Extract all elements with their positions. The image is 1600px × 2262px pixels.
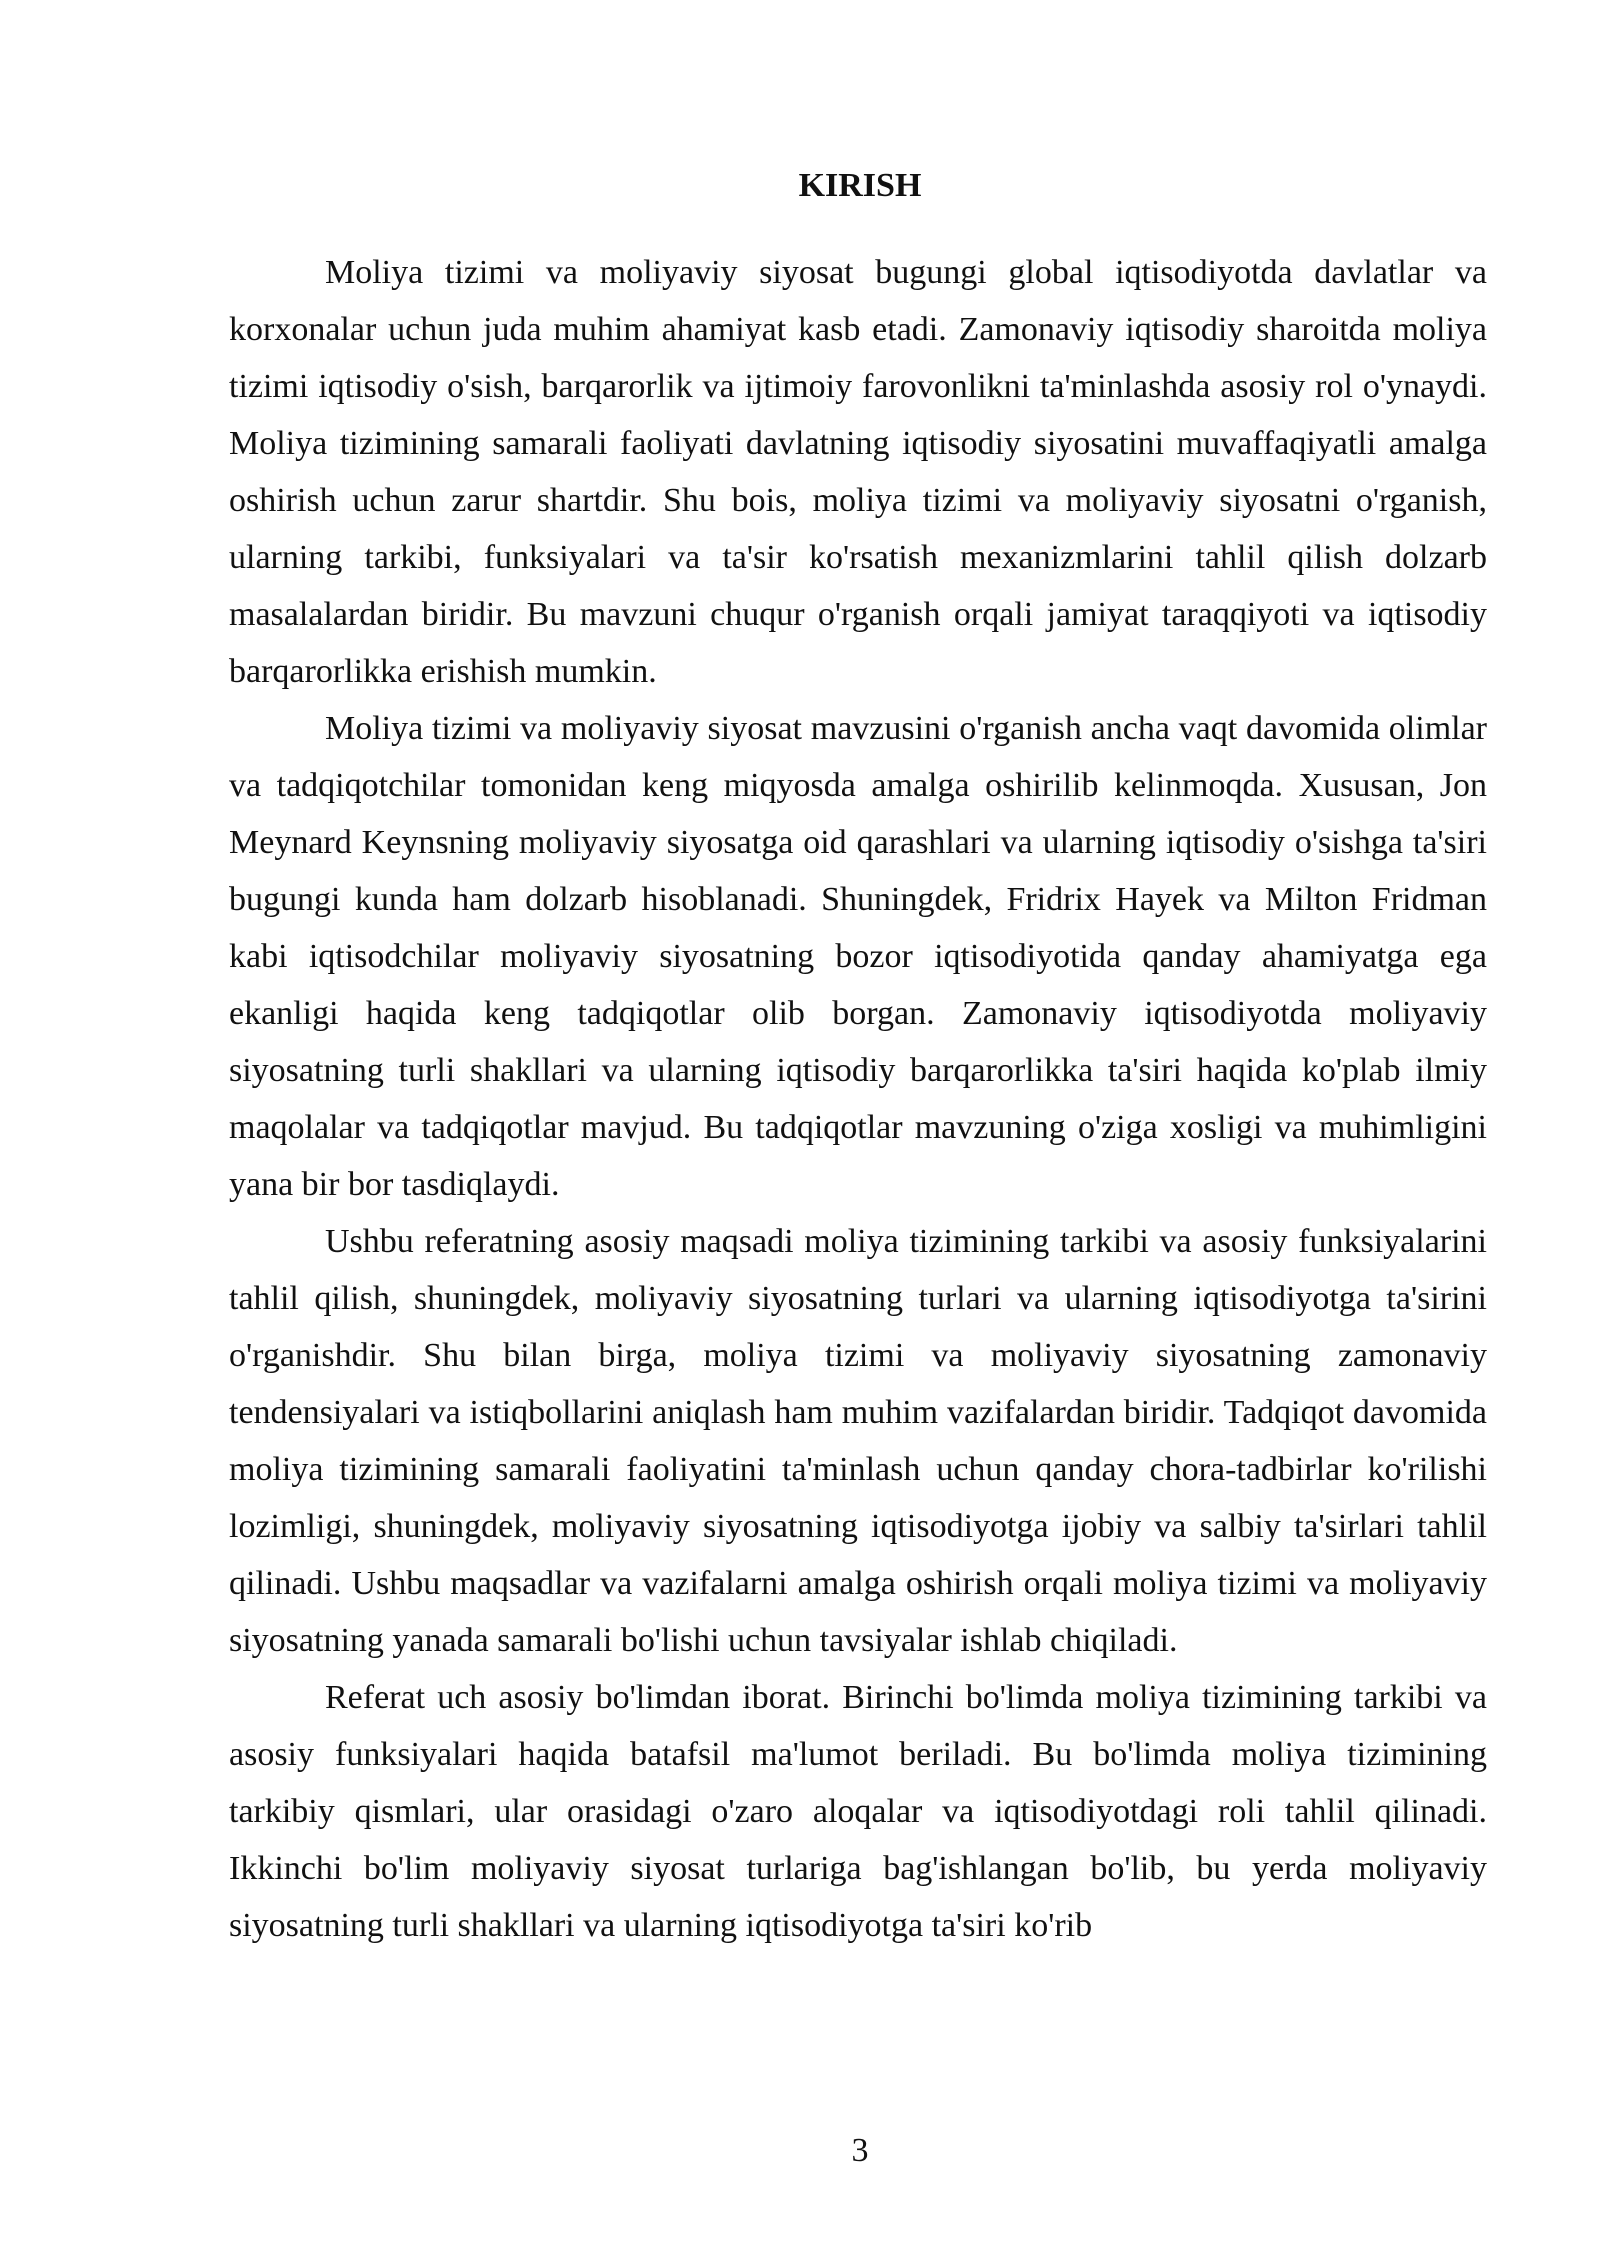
section-heading: KIRISH <box>798 167 922 204</box>
document-body <box>229 244 1487 1954</box>
paragraph: Referat uch asosiy bo'limdan iborat. Birinchi bo'limda moliya tizimining tarkibi va asosiy funksiyalari haqida batafsil ma'lumot beriladi. Bu bo'limda moliya tizimining tarkibiy qismlari, ular orasidagi o'zaro aloqalar va iqtisodiyotdagi roli tahlil qilinadi. Ikkinchi bo'lim moliyaviy siyosat turlariga bag'ishlangan bo'lib, bu yerda moliyaviy siyosatning turli shakllari va ularning iqtisodiyotga ta'siri ko'rib <box>229 1679 1487 1944</box>
paragraph: Ushbu referatning asosiy maqsadi moliya tizimining tarkibi va asosiy funksiyalarini tahlil qilish, shuningdek, moliyaviy siyosatning turlari va ularning iqtisodiyotga ta'sirini o'rganishdir. Shu bilan birga, moliya tizimi va moliyaviy siyosatning zamonaviy tendensiyalari va istiqbollarini aniqlash ham muhim vazifalardan biridir. Tadqiqot davomida moliya tizimining samarali faoliyatini ta'minlash uchun qanday chora-tadbirlar ko'rilishi lozimligi, shuningdek, moliyaviy siyosatning iqtisodiyotga ijobiy va salbiy ta'sirlari tahlil qilinadi. Ushbu maqsadlar va vazifalarni amalga oshirish orqali moliya tizimi va moliyaviy siyosatning yanada samarali bo'lishi uchun tavsiyalar ishlab chiqiladi. <box>229 1223 1487 1659</box>
paragraph: Moliya tizimi va moliyaviy siyosat bugungi global iqtisodiyotda davlatlar va korxonalar uchun juda muhim ahamiyat kasb etadi. Zamonaviy iqtisodiy sharoitda moliya tizimi iqtisodiy o'sish, barqarorlik va ijtimoiy farovonlikni ta'minlashda asosiy rol o'ynaydi. Moliya tizimining samarali faoliyati davlatning iqtisodiy siyosatini muvaffaqiyatli amalga oshirish uchun zarur shartdir. Shu bois, moliya tizimi va moliyaviy siyosatni o'rganish, ularning tarkibi, funksiyalari va ta'sir ko'rsatish mexanizmlarini tahlil qilish dolzarb masalalardan biridir. Bu mavzuni chuqur o'rganish orqali jamiyat taraqqiyoti va iqtisodiy barqarorlikka erishish mumkin. <box>229 254 1487 690</box>
page-number: 3 <box>851 2132 869 2169</box>
paragraph: Moliya tizimi va moliyaviy siyosat mavzusini o'rganish ancha vaqt davomida olimlar va tadqiqotchilar tomonidan keng miqyosda amalga oshirilib kelinmoqda. Xususan, Jon Meynard Keynsning moliyaviy siyosatga oid qarashlari va ularning iqtisodiy o'sishga ta'siri bugungi kunda ham dolzarb hisoblanadi. Shuningdek, Fridrix Hayek va Milton Fridman kabi iqtisodchilar moliyaviy siyosatning bozor iqtisodiyotida qanday ahamiyatga ega ekanligi haqida keng tadqiqotlar olib borgan. Zamonaviy iqtisodiyotda moliyaviy siyosatning turli shakllari va ularning iqtisodiy barqarorlikka ta'siri haqida ko'plab ilmiy maqolalar va tadqiqotlar mavjud. Bu tadqiqotlar mavzuning o'ziga xosligi va muhimligini yana bir bor tasdiqlaydi. <box>229 710 1487 1203</box>
